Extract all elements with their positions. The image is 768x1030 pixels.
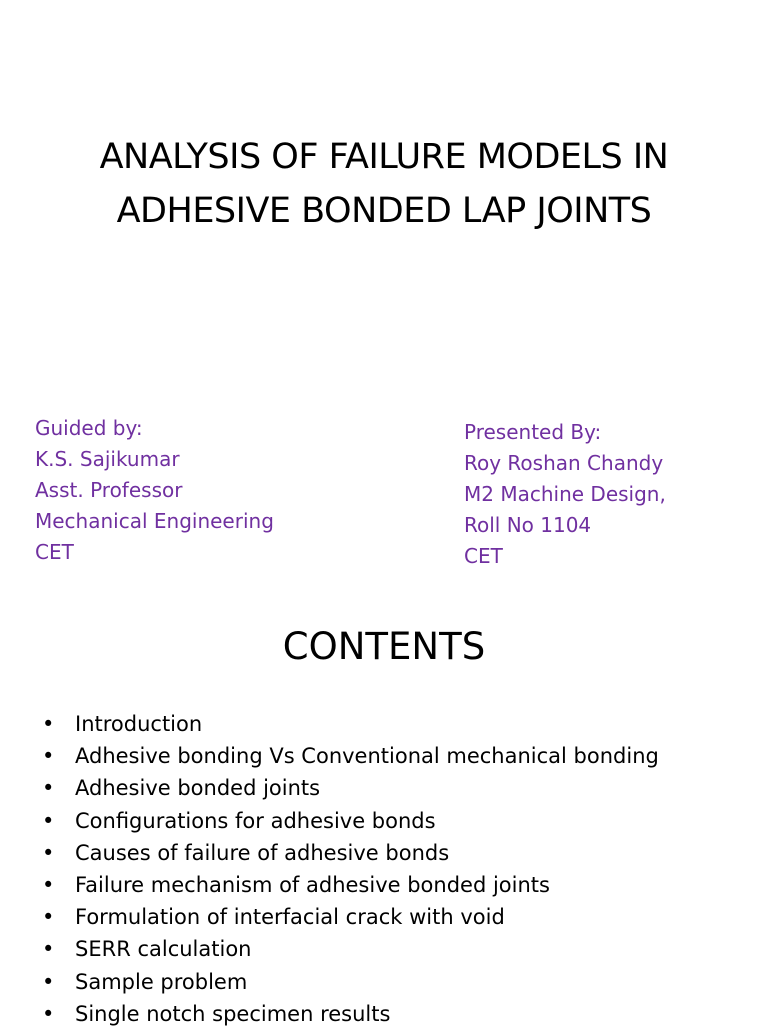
title-line: ADHESIVE BONDED LAP JOINTS: [116, 191, 652, 231]
guide-name: K.S. Sajikumar: [35, 447, 180, 471]
list-item: • Introduction: [42, 708, 659, 740]
presentation-title: [20, 130, 748, 238]
guided-by-block: [35, 413, 274, 568]
list-item: • SERR calculation: [42, 933, 659, 965]
guide-institution: CET: [35, 540, 74, 564]
title-line: ANALYSIS OF FAILURE MODELS IN: [99, 137, 669, 177]
list-item: • Single notch specimen results: [42, 998, 659, 1030]
presenter-institution: CET: [464, 544, 503, 568]
guided-by-heading: Guided by:: [35, 416, 143, 440]
list-item: • Adhesive bonding Vs Conventional mechanical bonding: [42, 740, 659, 772]
presented-by-heading: Presented By:: [464, 420, 602, 444]
presenter-name: Roy Roshan Chandy: [464, 451, 664, 475]
contents-heading: CONTENTS: [282, 625, 486, 668]
presenter-roll-no: Roll No 1104: [464, 513, 592, 537]
contents-slide: [0, 604, 768, 1024]
list-item: • Sample problem: [42, 966, 659, 998]
list-item: • Adhesive bonded joints: [42, 772, 659, 804]
guide-department: Mechanical Engineering: [35, 509, 274, 533]
presented-by-block: [464, 417, 666, 572]
list-item: • Formulation of interfacial crack with void: [42, 901, 659, 933]
list-item: • Causes of failure of adhesive bonds: [42, 837, 659, 869]
presenter-course: M2 Machine Design,: [464, 482, 666, 506]
contents-list: [42, 708, 659, 1030]
guide-designation: Asst. Professor: [35, 478, 183, 502]
list-item: • Configurations for adhesive bonds: [42, 805, 659, 837]
list-item: • Failure mechanism of adhesive bonded joints: [42, 869, 659, 901]
